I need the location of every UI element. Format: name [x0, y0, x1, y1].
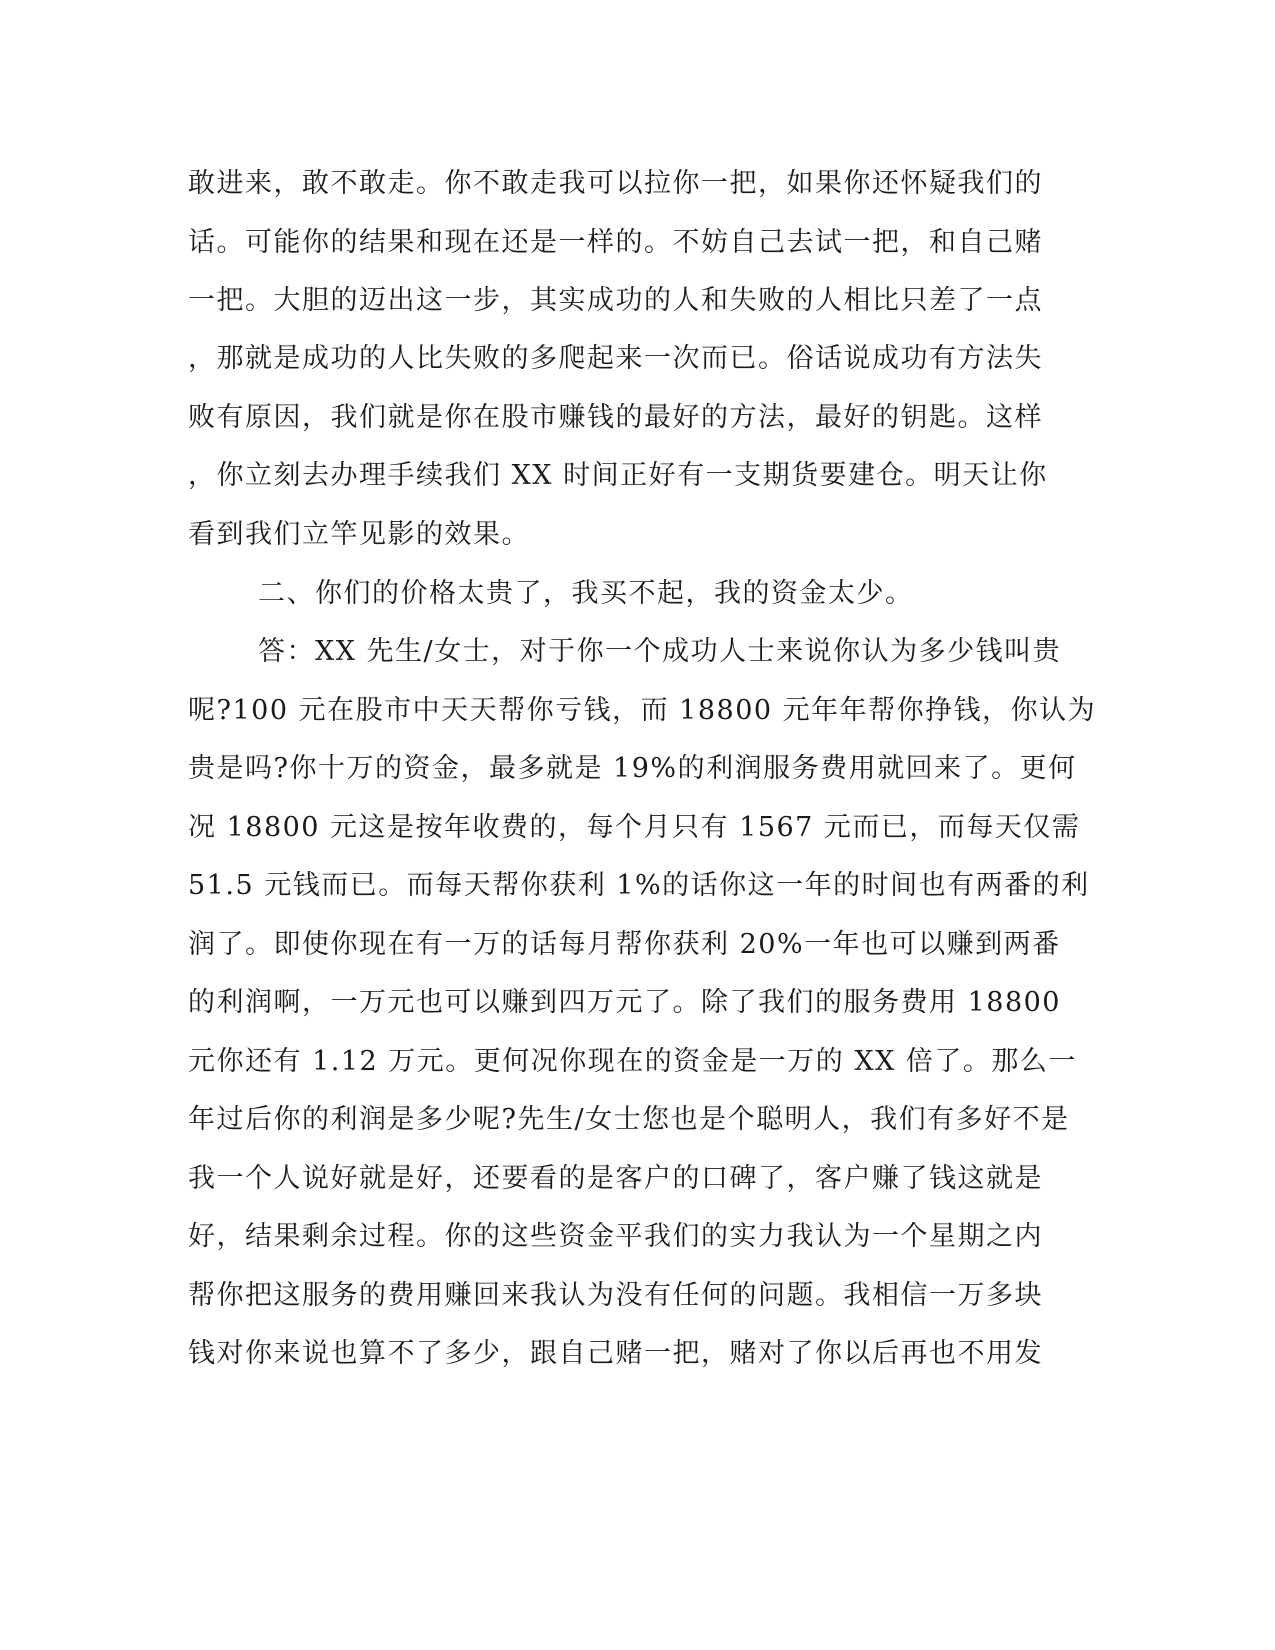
text-line: 帮你把这服务的费用赚回来我认为没有任何的问题。我相信一万多块 — [188, 1280, 1043, 1311]
text-line: 一把。大胆的迈出这一步，其实成功的人和失败的人相比只差了一点 — [188, 285, 1043, 316]
text-line: 敢进来，敢不敢走。你不敢走我可以拉你一把，如果你还怀疑我们的 — [188, 168, 1043, 199]
text-line: 话。可能你的结果和现在还是一样的。不妨自己去试一把，和自己赌 — [188, 227, 1043, 258]
text-line: 况 18800 元这是按年收费的，每个月只有 1567 元而已，而每天仅需 — [188, 812, 1081, 843]
answer-start-line: 答：XX 先生/女士，对于你一个成功人士来说你认为多少钱叫贵 — [258, 636, 1062, 667]
text-line: 年过后你的利润是多少呢?先生/女士您也是个聪明人，我们有多好不是 — [188, 1104, 1070, 1135]
text-line: 看到我们立竿见影的效果。 — [188, 519, 530, 550]
text-line: 的利润啊，一万元也可以赚到四万元了。除了我们的服务费用 18800 — [188, 987, 1061, 1018]
text-line: 润了。即使你现在有一万的话每月帮你获利 20%一年也可以赚到两番 — [188, 929, 1061, 960]
text-line: 我一个人说好就是好，还要看的是客户的口碑了，客户赚了钱这就是 — [188, 1163, 1043, 1194]
text-line: 元你还有 1.12 万元。更何况你现在的资金是一万的 XX 倍了。那么一 — [188, 1046, 1077, 1077]
text-line: ，那就是成功的人比失败的多爬起来一次而已。俗话说成功有方法失 — [188, 343, 1043, 374]
text-line: 贵是吗?你十万的资金，最多就是 19%的利润服务费用就回来了。更何 — [188, 753, 1077, 784]
text-line: 败有原因，我们就是你在股市赚钱的最好的方法，最好的钥匙。这样 — [188, 402, 1043, 433]
text-line: 好，结果剩余过程。你的这些资金平我们的实力我认为一个星期之内 — [188, 1221, 1043, 1252]
text-line: 51.5 元钱而已。而每天帮你获利 1%的话你这一年的时间也有两番的利 — [188, 870, 1090, 901]
text-line: 呢?100 元在股市中天天帮你亏钱，而 18800 元年年帮你挣钱，你认为 — [188, 695, 1097, 726]
text-line: 钱对你来说也算不了多少，跟自己赌一把，赌对了你以后再也不用发 — [188, 1338, 1043, 1369]
section-heading: 二、你们的价格太贵了，我买不起，我的资金太少。 — [258, 578, 914, 609]
text-line: ，你立刻去办理手续我们 XX 时间正好有一支期货要建仓。明天让你 — [188, 460, 1048, 491]
